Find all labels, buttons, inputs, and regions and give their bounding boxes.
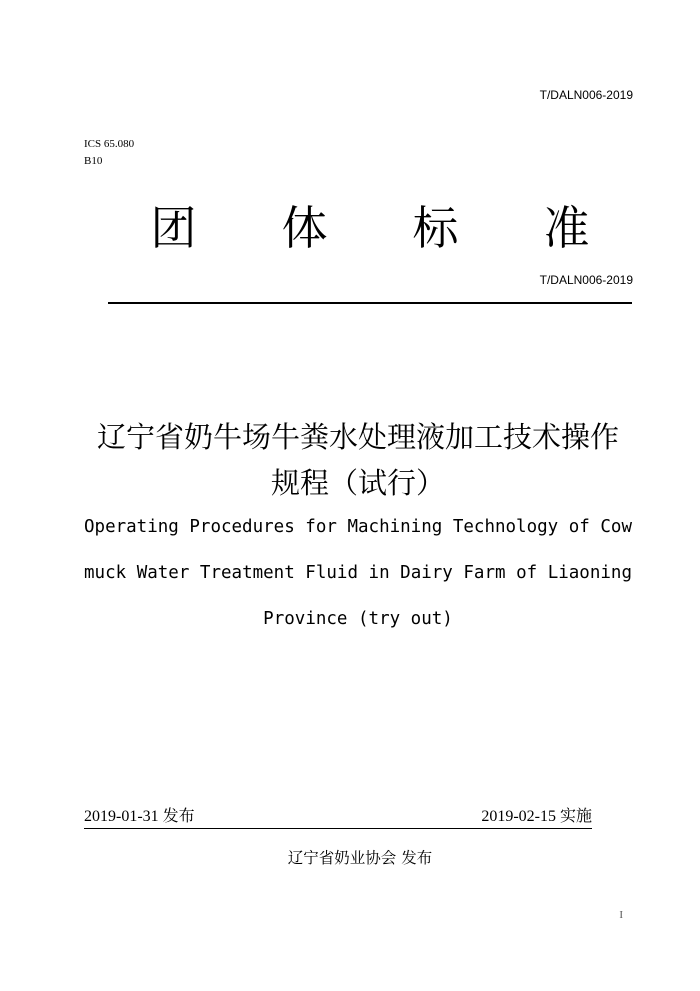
english-title: Operating Procedures for Machining Technology of Cow muck Water Treatment Fluid in Dairy Farm of Liaoning Province (try out) [84,517,632,629]
standard-number: T/DALN006-2019 [539,273,633,287]
standard-type-char-4: 准 [543,201,590,255]
ics-code: ICS 65.080 [84,138,135,150]
header-standard-number: T/DALN006-2019 [539,88,633,102]
standard-type-char-3: 标 [412,201,459,255]
issue-date: 2019-01-31 发布 [84,808,195,825]
chinese-title: 辽宁省奶牛场牛粪水处理液加工技术操作规程（试行） [96,420,619,500]
page-number: I [619,909,623,921]
publisher: 辽宁省奶业协会 发布 [287,849,433,867]
ccs-code: B10 [84,155,103,167]
title-divider [108,302,632,304]
date-row [84,806,592,829]
standard-type-title [108,196,632,260]
standard-type-char-1: 团 [150,201,197,255]
standard-type-char-2: 体 [281,201,328,255]
implementation-date: 2019-02-15 实施 [481,808,592,825]
